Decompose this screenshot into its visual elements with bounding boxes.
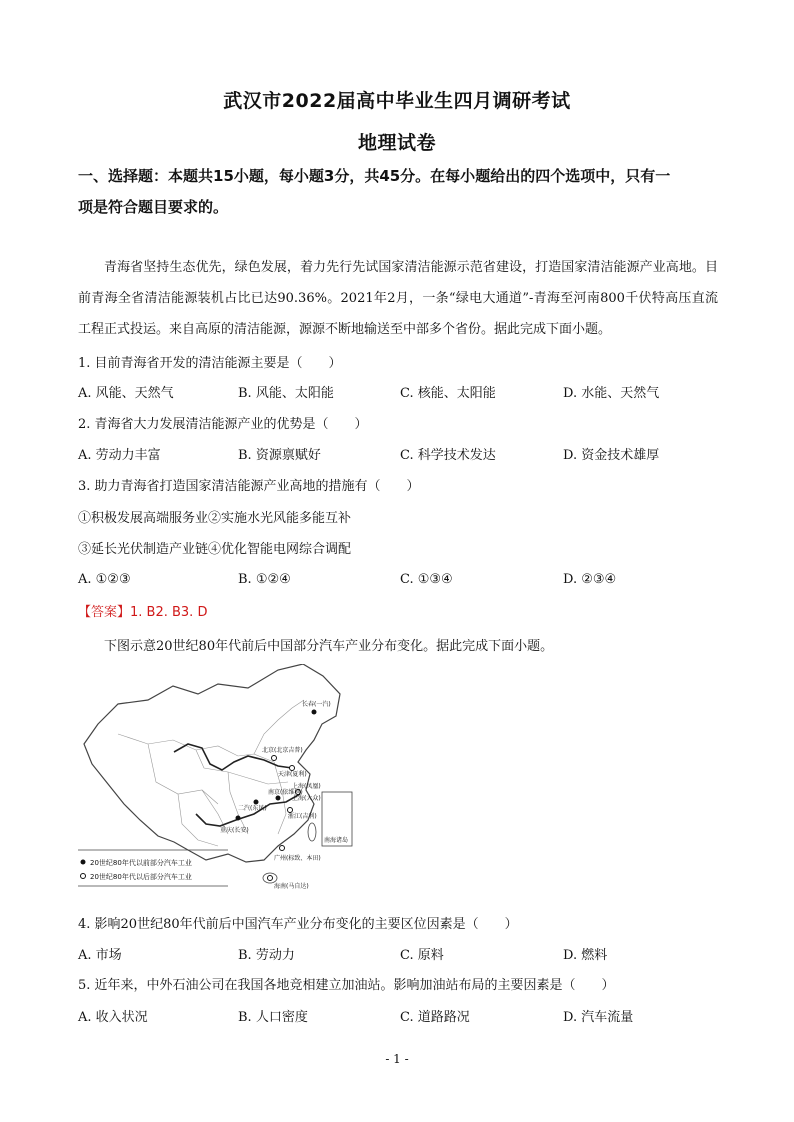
marker-tianjin <box>290 766 295 771</box>
question-3-choices-line-2: ③延长光伏制造产业链④优化智能电网综合调配 <box>78 542 352 557</box>
question-2-option-c: C. 科学技术发达 <box>400 448 496 463</box>
marker-chongqing <box>236 816 241 821</box>
legend-before: 20世纪80年代以前部分汽车工业 <box>90 859 192 867</box>
question-3-option-b: B. ①②④ <box>238 572 291 587</box>
question-2-option-d: D. 资金技术雄厚 <box>563 448 660 463</box>
map-label-hainan: 海南(马自达) <box>274 883 309 890</box>
marker-beijing <box>272 756 277 761</box>
marker-zhejiang <box>288 808 293 813</box>
question-3-option-a: A. ①②③ <box>78 572 131 587</box>
question-1-option-b: B. 风能、太阳能 <box>238 386 334 401</box>
map-label-tianjin: 天津(夏利) <box>278 771 307 778</box>
question-1-option-c: C. 核能、太阳能 <box>400 386 496 401</box>
question-4-stem: 4. 影响20世纪80年代前后中国汽车产业分布变化的主要区位因素是（ ） <box>78 917 518 932</box>
question-4-option-d: D. 燃料 <box>563 948 608 963</box>
question-1-option-a: A. 风能、天然气 <box>78 386 174 401</box>
question-5-option-c: C. 道路路况 <box>400 1010 470 1025</box>
question-3-stem: 3. 助力青海省打造国家清洁能源产业高地的措施有（ ） <box>78 479 420 494</box>
marker-guangzhou <box>280 846 285 851</box>
marker-hainan <box>268 876 273 881</box>
question-4-option-b: B. 劳动力 <box>238 948 295 963</box>
question-4-option-c: C. 原料 <box>400 948 444 963</box>
exam-subject: 地理试卷 <box>357 132 436 154</box>
map-label-guangzhou: 广州(标致、本田) <box>274 855 321 862</box>
map-label-beijing: 北京(北京吉普) <box>262 747 303 754</box>
section-heading <box>78 161 718 223</box>
marker-changchun <box>312 710 317 715</box>
section-heading-line-1: 一、选择题：本题共15小题，每小题3分，共45分。在每小题给出的四个选项中，只有一 <box>78 167 671 185</box>
question-5-option-b: B. 人口密度 <box>238 1010 308 1025</box>
map-label-zhejiang: 浙江(吉利) <box>288 813 317 820</box>
legend-after: 20世纪80年代以后部分汽车工业 <box>90 873 192 881</box>
question-1-stem: 1. 目前青海省开发的清洁能源主要是（ ） <box>78 356 342 371</box>
question-4-option-a: A. 市场 <box>78 948 122 963</box>
passage-qinghai: 青海省坚持生态优先，绿色发展，着力先行先试国家清洁能源示范省建设，打造国家清洁能源产业高地。目前青海全省清洁能源装机占比已达90.36%。2021年2月，一条“绿电大通道”-青海至河南800千伏特高压直流工程正式投运。来自高原的清洁能源，源源不断地输送至中部多个省份。据此完成下面小题。 <box>78 260 718 337</box>
china-auto-industry-map <box>78 664 360 900</box>
answer-key: 【答案】1. B2. B3. D <box>78 605 208 620</box>
question-1-option-d: D. 水能、天然气 <box>563 386 660 401</box>
question-3-choices-line-1: ①积极发展高端服务业②实施水光风能多能互补 <box>78 511 352 526</box>
question-5-stem: 5. 近年来，中外石油公司在我国各地竞相建立加油站。影响加油站布局的主要因素是（ ） <box>78 978 615 993</box>
passage-auto-industry: 下图示意20世纪80年代前后中国部分汽车产业分布变化。据此完成下面小题。 <box>104 639 554 654</box>
page-number: - 1 - <box>385 1052 409 1066</box>
map-label-shanghai-1: 上海(凤凰) <box>292 783 321 790</box>
question-5-option-d: D. 汽车流量 <box>563 1010 634 1025</box>
section-heading-line-2: 项是符合题目要求的。 <box>78 198 229 216</box>
map-label-shanghai-2: 上海(大众) <box>292 795 321 802</box>
map-label-south-sea: 南海诸岛 <box>324 837 349 844</box>
question-3-option-c: C. ①③④ <box>400 572 453 587</box>
map-label-changchun: 长春(一汽) <box>302 701 331 708</box>
legend-before-marker <box>81 860 86 865</box>
exam-title: 武汉市2022届高中毕业生四月调研考试 <box>223 90 571 112</box>
marker-nanjing <box>276 796 281 801</box>
question-2-option-b: B. 资源禀赋好 <box>238 448 321 463</box>
question-3-option-d: D. ②③④ <box>563 572 617 587</box>
map-label-nanjing: 南京(依维柯) <box>268 789 303 796</box>
map-label-chongqing: 重庆(长安) <box>220 827 249 834</box>
question-5-option-a: A. 收入状况 <box>78 1010 148 1025</box>
question-2-stem: 2. 青海省大力发展清洁能源产业的优势是（ ） <box>78 417 368 432</box>
question-2-option-a: A. 劳动力丰富 <box>78 448 161 463</box>
legend-after-marker <box>81 874 86 879</box>
marker-shiyan <box>254 800 259 805</box>
map-label-shiyan: 二汽(东风) <box>238 805 267 812</box>
china-outline <box>84 664 340 862</box>
